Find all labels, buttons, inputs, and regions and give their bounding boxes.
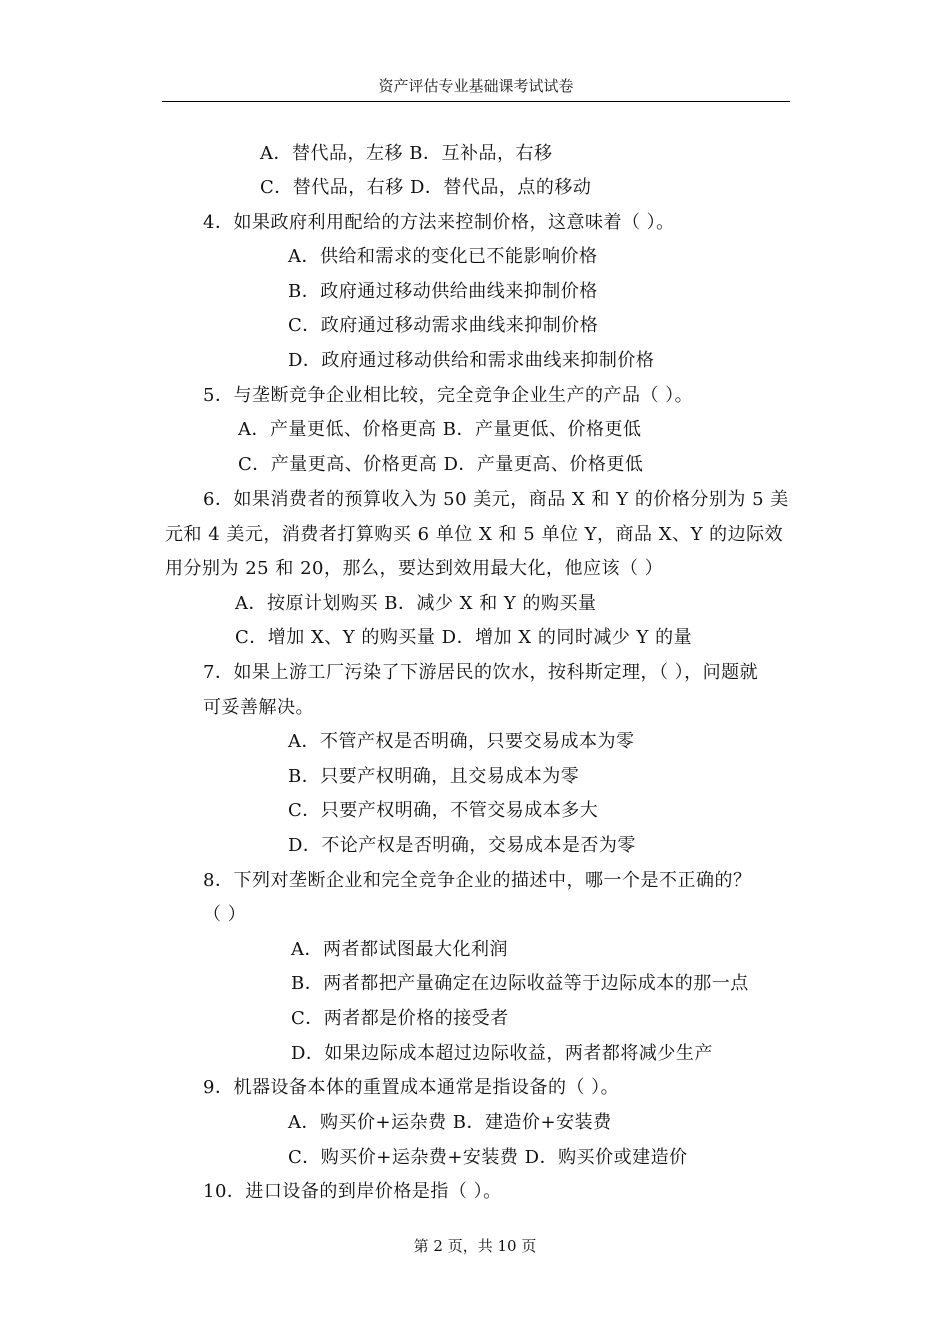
- question-10: 10．进口设备的到岸价格是指（ ）。: [203, 1181, 502, 1202]
- q9-options-cd: C．购买价+运杂费+安装费 D．购买价或建造价: [288, 1147, 688, 1168]
- q6-options-cd: C．增加 X、Y 的购买量 D．增加 X 的同时减少 Y 的量: [235, 627, 693, 648]
- q8-option-d: D．如果边际成本超过边际收益，两者都将减少生产: [291, 1043, 713, 1064]
- question-6-line-3: 用分别为 25 和 20，那么，要达到效用最大化，他应该（ ）: [165, 558, 664, 579]
- q4-option-b: B．政府通过移动供给曲线来抑制价格: [288, 281, 598, 302]
- q6-options-ab: A．按原计划购买 B．减少 X 和 Y 的购买量: [235, 593, 597, 614]
- question-8-line-1: 8．下列对垄断企业和完全竞争企业的描述中，哪一个是不正确的？: [203, 870, 752, 891]
- q5-options-cd: C．产量更高、价格更高 D．产量更高、价格更低: [238, 454, 644, 475]
- question-9: 9．机器设备本体的重置成本通常是指设备的（ ）。: [203, 1077, 620, 1098]
- q4-option-d: D．政府通过移动供给和需求曲线来抑制价格: [288, 350, 655, 371]
- header-divider: [162, 101, 790, 102]
- q8-option-b: B．两者都把产量确定在边际收益等于边际成本的那一点: [291, 973, 749, 994]
- question-6-line-1: 6．如果消费者的预算收入为 50 美元，商品 X 和 Y 的价格分别为 5 美: [203, 489, 789, 510]
- q7-option-a: A．不管产权是否明确，只要交易成本为零: [288, 731, 635, 752]
- page-header-title: 资产评估专业基础课考试试卷: [378, 77, 574, 95]
- question-7-line-1: 7．如果上游工厂污染了下游居民的饮水，按科斯定理，（ ），问题就: [203, 662, 759, 683]
- question-5: 5．与垄断竞争企业相比较，完全竞争企业生产的产品（ ）。: [203, 385, 694, 406]
- q7-option-b: B．只要产权明确，且交易成本为零: [288, 766, 580, 787]
- q7-option-c: C．只要产权明确，不管交易成本多大: [288, 800, 599, 821]
- page-number: 第 2 页，共 10 页: [413, 1237, 537, 1255]
- q3-options-cd: C．替代品，右移 D．替代品，点的移动: [260, 177, 592, 198]
- q4-option-a: A．供给和需求的变化已不能影响价格: [288, 246, 598, 267]
- question-7-line-2: 可妥善解决。: [203, 697, 314, 718]
- q9-options-ab: A．购买价+运杂费 B．建造价+安装费: [288, 1112, 612, 1133]
- q7-option-d: D．不论产权是否明确，交易成本是否为零: [288, 835, 636, 856]
- q3-options-ab: A．替代品，左移 B．互补品，右移: [260, 143, 553, 164]
- q8-option-c: C．两者都是价格的接受者: [291, 1008, 509, 1029]
- q8-option-a: A．两者都试图最大化利润: [291, 939, 508, 960]
- q4-option-c: C．政府通过移动需求曲线来抑制价格: [288, 315, 599, 336]
- question-4: 4．如果政府利用配给的方法来控制价格，这意味着（ ）。: [203, 212, 675, 233]
- question-8-line-2: （ ）: [203, 904, 247, 925]
- q5-options-ab: A．产量更低、价格更高 B．产量更低、价格更低: [238, 419, 642, 440]
- question-6-line-2: 元和 4 美元，消费者打算购买 6 单位 X 和 5 单位 Y，商品 X、Y 的边际效: [165, 524, 784, 545]
